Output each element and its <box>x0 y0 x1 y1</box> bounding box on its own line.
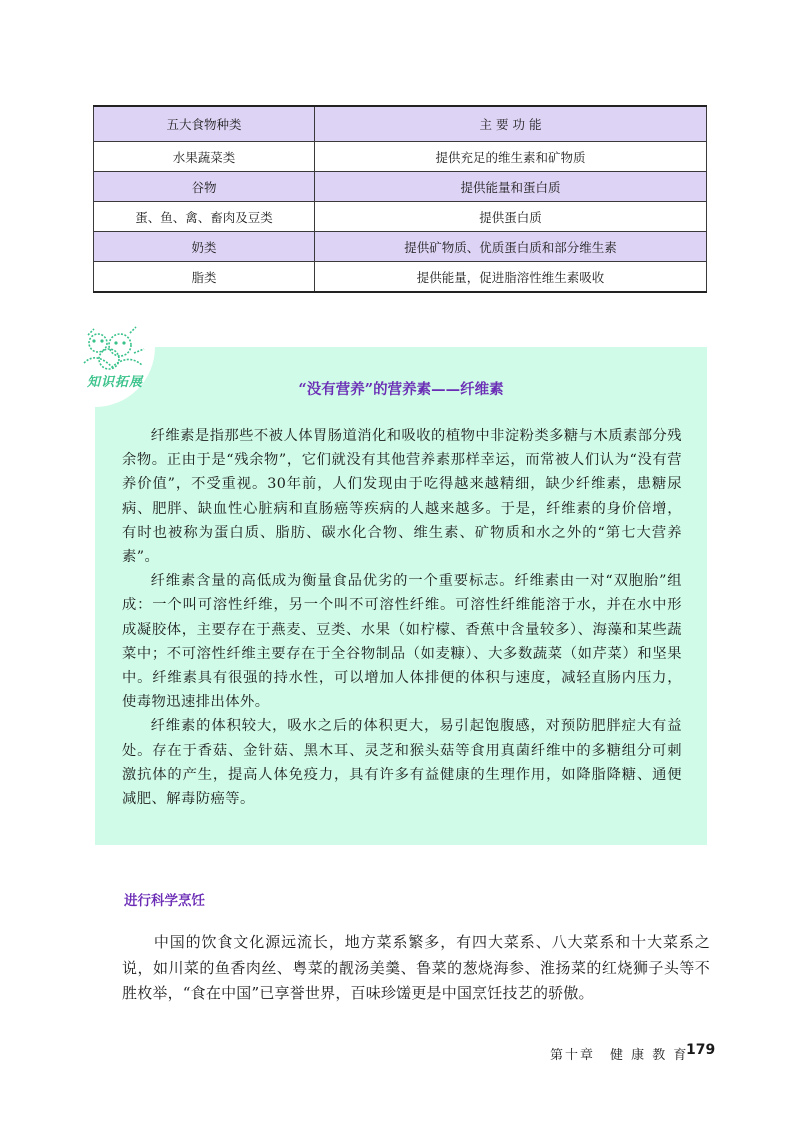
table-cell: 提供能量和蛋白质 <box>315 172 707 202</box>
food-function-table <box>93 105 707 293</box>
extension-paragraph: 纤维素的体积较大，吸水之后的体积更大，易引起饱腹感，对预防肥胖症大有益处。存在于香菇、金针菇、黑木耳、灵芝和猴头菇等食用真菌纤维中的多糖组分可刺激抗体的产生，提高人体免疫力，具有许多有益健康的生理作用，如降脂降糖、通便减肥、解毒防癌等。 <box>122 718 682 808</box>
extension-body <box>122 424 682 811</box>
extension-paragraph: 纤维素含量的高低成为衡量食品优劣的一个重要标志。纤维素由一对“双胞胎”组成：一个叫可溶性纤维，另一个叫不可溶性纤维。可溶性纤维能溶于水，并在水中形成凝胶体，主要存在于燕麦、豆类、水果（如柠檬、香蕉中含量较多）、海藻和某些蔬菜中；不可溶性纤维主要存在于全谷物制品（如麦糠）、大多数蔬菜（如芹菜）和坚果中。纤维素具有很强的持水性，可以增加人体排便的体积与速度，减轻直肠内压力，使毒物迅速排出体外。 <box>122 573 682 711</box>
table-cell: 提供蛋白质 <box>315 202 707 232</box>
table-cell: 提供矿物质、优质蛋白质和部分维生素 <box>315 232 707 262</box>
table-cell: 脂类 <box>94 262 315 293</box>
extension-title: “没有营养”的营养素——纤维素 <box>298 381 504 398</box>
badge-label: 知识拓展 <box>86 375 143 390</box>
table-cell: 提供充足的维生素和矿物质 <box>315 142 707 172</box>
extension-paragraph: 纤维素是指那些不被人体胃肠道消化和吸收的植物中非淀粉类多糖与木质素部分残余物。正由于是“残余物”，它们就没有其他营养素那样幸运，而常被人们认为“没有营养价值”，不受重视。30年前，人们发现由于吃得越来越精细，缺少纤维素，患糖尿病、肥胖、缺血性心脏病和直肠癌等疾病的人越来越多。于是，纤维素的身价倍增，有时也被称为蛋白质、脂肪、碳水化合物、维生素、矿物质和水之外的“第七大营养素”。 <box>122 428 682 566</box>
table-header-cell: 五大食物种类 <box>94 106 315 142</box>
table-cell: 提供能量，促进脂溶性维生素吸收 <box>315 262 707 293</box>
table-header-row <box>94 106 707 142</box>
table-header-cell: 主 要 功 能 <box>315 106 707 142</box>
table-cell: 奶类 <box>94 232 315 262</box>
section-paragraph: 中国的饮食文化源远流长，地方菜系繁多，有四大菜系、八大菜系和十大菜系之说，如川菜的鱼香肉丝、粤菜的靓汤美羹、鲁菜的葱烧海参、淮扬菜的红烧狮子头等不胜枚举，“食在中国”已享誉世界，百味珍馐更是中国烹饪技艺的骄傲。 <box>122 933 710 1002</box>
table-row <box>94 142 707 172</box>
table-cell: 谷物 <box>94 172 315 202</box>
table-row <box>94 232 707 262</box>
section-body <box>122 930 710 1007</box>
table-row <box>94 172 707 202</box>
section-heading: 进行科学烹饪 <box>124 893 205 909</box>
footer-chapter-title: 第十章 健 康 教 育 <box>550 1048 689 1063</box>
page-number: 179 <box>686 1042 716 1058</box>
table-row <box>94 262 707 293</box>
table-row <box>94 202 707 232</box>
table-cell: 蛋、鱼、禽、畜肉及豆类 <box>94 202 315 232</box>
table-cell: 水果蔬菜类 <box>94 142 315 172</box>
